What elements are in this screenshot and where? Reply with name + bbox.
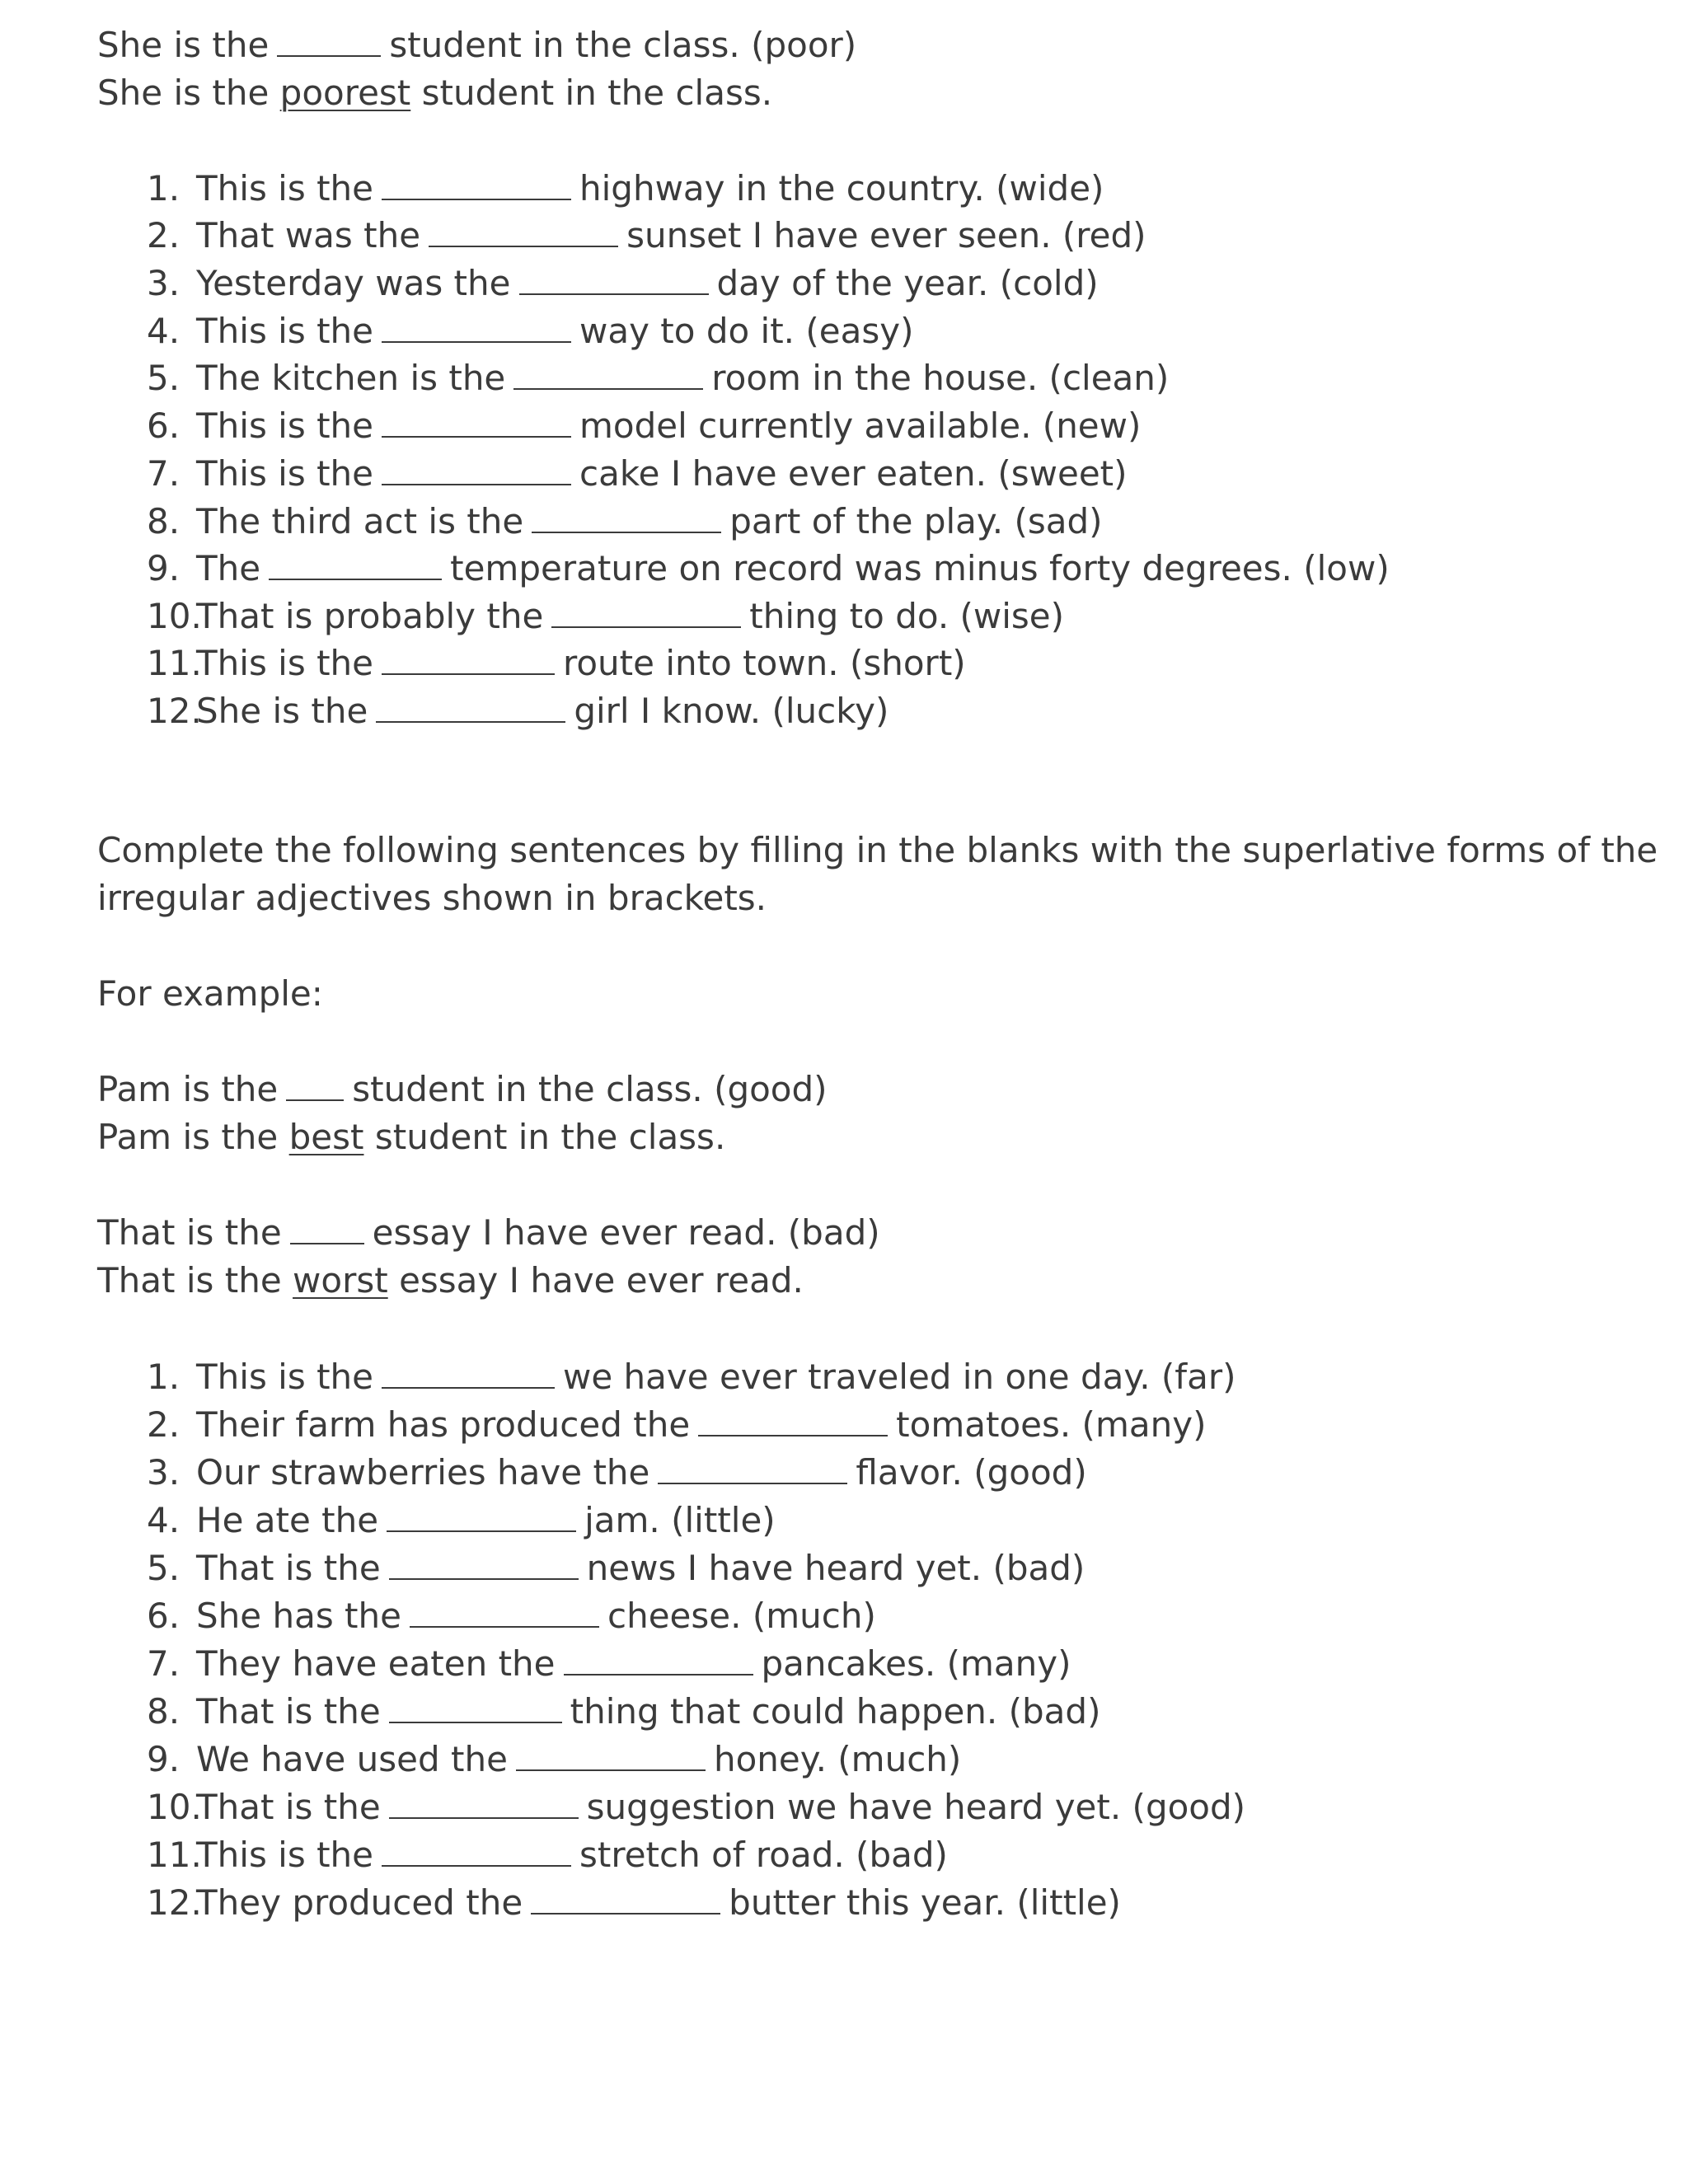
- item-text-after: room in the house. (clean): [711, 358, 1170, 398]
- item-number: 4.: [147, 1500, 181, 1540]
- example1-prompt-before: She is the: [97, 25, 270, 65]
- item-text-before: We have used the: [196, 1739, 508, 1779]
- item-text-before: This is the: [196, 643, 374, 683]
- example2-prompt: [97, 1069, 828, 1109]
- item-text-before: The third act is the: [196, 501, 524, 541]
- item-text-after: stretch of road. (bad): [579, 1835, 948, 1875]
- item-text-after: girl I know. (lucky): [574, 691, 889, 731]
- item-text-before: They have eaten the: [196, 1643, 556, 1684]
- item-number: 7.: [147, 453, 181, 494]
- list-item: [147, 596, 1065, 636]
- answer-blank[interactable]: [519, 293, 709, 295]
- item-number: 6.: [147, 1596, 181, 1636]
- instructions-line-1: Complete the following sentences by filling in the blanks with the superlative forms of the: [97, 830, 1658, 870]
- item-text-after: temperature on record was minus forty degrees. (low): [450, 548, 1390, 588]
- item-text-before: This is the: [196, 168, 374, 209]
- list-item: [147, 1500, 776, 1540]
- answer-blank[interactable]: [531, 1912, 720, 1915]
- list-item: [147, 1404, 1207, 1445]
- item-text-after: model currently available. (new): [579, 405, 1142, 446]
- item-number: 2.: [147, 1404, 181, 1445]
- item-number: 8.: [147, 1691, 181, 1732]
- item-text-after: route into town. (short): [563, 643, 966, 683]
- list-item: [147, 1835, 948, 1875]
- for-example-label: For example:: [97, 973, 323, 1014]
- example2-answer-after: student in the class.: [374, 1117, 726, 1157]
- example2-answer-before: Pam is the: [97, 1117, 279, 1157]
- list-item: [147, 1596, 876, 1636]
- list-item: [147, 501, 1103, 541]
- answer-blank[interactable]: [376, 720, 565, 723]
- example1-answer-word: poorest: [279, 73, 411, 113]
- item-text-before: The: [196, 548, 261, 588]
- answer-blank[interactable]: [551, 626, 741, 628]
- list-item: [147, 1691, 1101, 1732]
- item-text-after: sunset I have ever seen. (red): [626, 215, 1146, 255]
- item-text-after: suggestion we have heard yet. (good): [586, 1787, 1246, 1827]
- item-text-before: That is the: [196, 1787, 381, 1827]
- example3-answer-before: That is the: [97, 1260, 282, 1301]
- item-text-before: This is the: [196, 405, 374, 446]
- item-text-after: jam. (little): [584, 1500, 776, 1540]
- item-text-after: tomatoes. (many): [896, 1404, 1207, 1445]
- item-number: 2.: [147, 215, 181, 255]
- example2-answer: [97, 1117, 726, 1157]
- answer-blank[interactable]: [389, 1577, 579, 1580]
- item-text-after: cake I have ever eaten. (sweet): [579, 453, 1128, 494]
- list-item: [147, 311, 914, 351]
- example1-prompt-after: student in the class. (poor): [389, 25, 857, 65]
- item-text-after: cheese. (much): [607, 1596, 876, 1636]
- item-number: 10.: [147, 1787, 202, 1827]
- list-item: [147, 643, 966, 683]
- list-item: [147, 691, 889, 731]
- list-item: [147, 263, 1099, 303]
- item-number: 12.: [147, 1882, 202, 1923]
- item-text-after: honey. (much): [713, 1739, 962, 1779]
- item-number: 3.: [147, 263, 181, 303]
- answer-blank[interactable]: [564, 1673, 753, 1675]
- item-text-after: highway in the country. (wide): [579, 168, 1104, 209]
- item-text-after: part of the play. (sad): [729, 501, 1103, 541]
- example1-answer-before: She is the: [97, 73, 270, 113]
- instructions-line-2: irregular adjectives shown in brackets.: [97, 878, 767, 918]
- item-text-before: This is the: [196, 453, 374, 494]
- item-text-after: we have ever traveled in one day. (far): [563, 1357, 1236, 1397]
- example1-blank: [277, 54, 381, 57]
- answer-blank[interactable]: [532, 531, 721, 533]
- item-number: 12.: [147, 691, 202, 731]
- item-text-before: She is the: [196, 691, 368, 731]
- item-text-after: news I have heard yet. (bad): [586, 1548, 1085, 1588]
- example3-answer-after: essay I have ever read.: [399, 1260, 804, 1301]
- answer-blank[interactable]: [429, 245, 618, 247]
- example1-answer-after: student in the class.: [421, 73, 773, 113]
- item-text-after: butter this year. (little): [729, 1882, 1121, 1923]
- item-text-before: That is the: [196, 1691, 381, 1732]
- item-number: 7.: [147, 1643, 181, 1684]
- example2-prompt-before: Pam is the: [97, 1069, 279, 1109]
- item-text-after: way to do it. (easy): [579, 311, 914, 351]
- answer-blank[interactable]: [516, 1769, 706, 1771]
- item-text-before: Our strawberries have the: [196, 1452, 650, 1493]
- list-item: [147, 548, 1390, 588]
- answer-blank[interactable]: [389, 1816, 579, 1819]
- answer-blank[interactable]: [410, 1625, 599, 1628]
- list-item: [147, 453, 1128, 494]
- list-item: [147, 1882, 1121, 1923]
- item-text-before: Yesterday was the: [196, 263, 511, 303]
- item-number: 9.: [147, 1739, 181, 1779]
- answer-blank[interactable]: [382, 483, 571, 485]
- item-number: 6.: [147, 405, 181, 446]
- item-text-before: The kitchen is the: [196, 358, 506, 398]
- item-text-after: thing to do. (wise): [749, 596, 1065, 636]
- answer-blank[interactable]: [387, 1530, 576, 1532]
- list-item: [147, 1452, 1087, 1493]
- item-text-before: This is the: [196, 311, 374, 351]
- list-item: [147, 1643, 1071, 1684]
- list-item: [147, 1548, 1085, 1588]
- answer-blank[interactable]: [513, 387, 703, 390]
- item-text-before: This is the: [196, 1357, 374, 1397]
- item-number: 3.: [147, 1452, 181, 1493]
- list-item: [147, 1739, 962, 1779]
- example3-answer-word: worst: [293, 1260, 388, 1301]
- answer-blank[interactable]: [382, 1386, 555, 1389]
- example2-prompt-after: student in the class. (good): [352, 1069, 828, 1109]
- item-text-before: Their farm has produced the: [196, 1404, 691, 1445]
- answer-blank[interactable]: [382, 198, 571, 200]
- list-item: [147, 1357, 1236, 1397]
- example1-answer: [97, 73, 773, 113]
- answer-blank[interactable]: [698, 1434, 888, 1436]
- item-text-before: They produced the: [196, 1882, 523, 1923]
- list-item: [147, 405, 1142, 446]
- item-text-before: She has the: [196, 1596, 401, 1636]
- example3-prompt: [97, 1212, 880, 1253]
- answer-blank[interactable]: [389, 1721, 562, 1723]
- answer-blank[interactable]: [382, 340, 571, 343]
- example3-prompt-after: essay I have ever read. (bad): [372, 1212, 880, 1253]
- item-number: 5.: [147, 358, 181, 398]
- item-number: 1.: [147, 168, 181, 209]
- item-text-before: This is the: [196, 1835, 374, 1875]
- example3-blank: [290, 1242, 364, 1244]
- answer-blank[interactable]: [382, 673, 555, 675]
- example2-blank: [286, 1099, 344, 1101]
- item-text-after: day of the year. (cold): [716, 263, 1099, 303]
- list-item: [147, 215, 1146, 255]
- example2-answer-word: best: [288, 1117, 364, 1157]
- item-text-after: flavor. (good): [856, 1452, 1087, 1493]
- answer-blank[interactable]: [382, 1864, 571, 1867]
- item-text-before: That is the: [196, 1548, 381, 1588]
- item-text-before: That was the: [196, 215, 421, 255]
- item-number: 11.: [147, 1835, 202, 1875]
- item-number: 9.: [147, 548, 181, 588]
- example1-prompt: [97, 25, 857, 65]
- example3-prompt-before: That is the: [97, 1212, 282, 1253]
- answer-blank[interactable]: [269, 578, 442, 580]
- item-text-before: That is probably the: [196, 596, 544, 636]
- item-number: 4.: [147, 311, 181, 351]
- list-item: [147, 168, 1104, 209]
- item-text-before: He ate the: [196, 1500, 379, 1540]
- item-text-after: thing that could happen. (bad): [570, 1691, 1101, 1732]
- item-number: 10.: [147, 596, 202, 636]
- list-item: [147, 358, 1170, 398]
- item-number: 5.: [147, 1548, 181, 1588]
- answer-blank[interactable]: [658, 1482, 847, 1484]
- item-number: 11.: [147, 643, 202, 683]
- example3-answer: [97, 1260, 804, 1301]
- item-number: 8.: [147, 501, 181, 541]
- item-text-after: pancakes. (many): [761, 1643, 1071, 1684]
- answer-blank[interactable]: [382, 435, 571, 438]
- list-item: [147, 1787, 1246, 1827]
- item-number: 1.: [147, 1357, 181, 1397]
